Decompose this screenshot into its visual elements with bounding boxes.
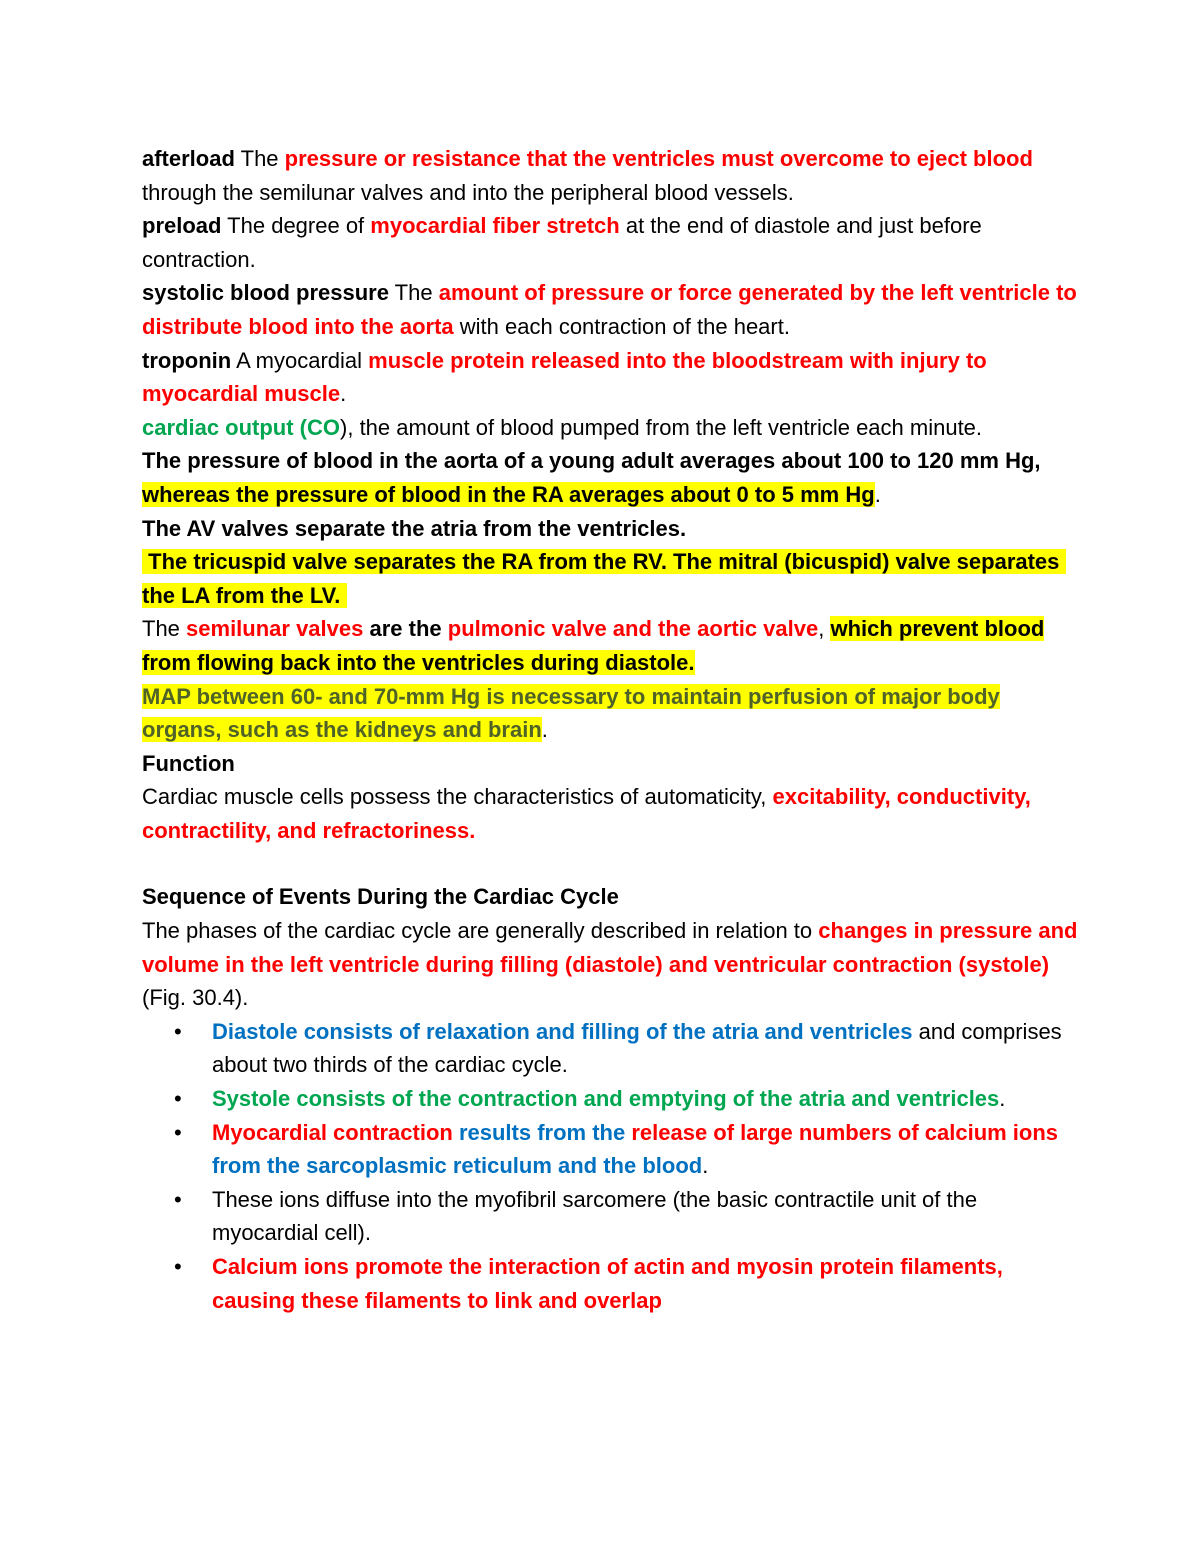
definition-afterload: afterload The pressure or resistance that the ventricles must overcome to eject blood through the semilunar valves and into the peripheral blood vessels. bbox=[142, 146, 1033, 205]
paragraph-function: Cardiac muscle cells possess the characteristics of automaticity, excitability, conductivity, contractility, and refractoriness. bbox=[142, 784, 1031, 843]
paragraph-tricuspid-mitral: The tricuspid valve separates the RA from the RV. The mitral (bicuspid) valve separates the LA from the LV. bbox=[142, 549, 1066, 608]
list-item: • Diastole consists of relaxation and filling of the atria and ventricles and comprises about two thirds of the cardiac cycle. bbox=[212, 1015, 1080, 1082]
definition-preload: preload The degree of myocardial fiber stretch at the end of diastole and just before contraction. bbox=[142, 213, 982, 272]
list-item: • These ions diffuse into the myofibril sarcomere (the basic contractile unit of the myocardial cell). bbox=[212, 1183, 1080, 1250]
list-item: • Calcium ions promote the interaction of actin and myosin protein filaments, causing these filaments to link and overlap bbox=[212, 1250, 1080, 1317]
paragraph-aortic-pressure: The pressure of blood in the aorta of a young adult averages about 100 to 120 mm Hg, whereas the pressure of blood in the RA averages about 0 to 5 mm Hg. bbox=[142, 448, 1041, 507]
term-cardiac-output: cardiac output (CO bbox=[142, 414, 341, 440]
term-systolic-blood-pressure: systolic blood pressure bbox=[142, 280, 389, 306]
bullet-list bbox=[142, 1015, 1080, 1317]
paragraph-cardiac-cycle: The phases of the cardiac cycle are generally described in relation to changes in pressure and volume in the left ventricle during filling (diastole) and ventricular contraction (systole) (Fig. 30.4). bbox=[142, 918, 1078, 1011]
term-afterload: afterload bbox=[142, 146, 235, 171]
list-item: • Systole consists of the contraction and emptying of the atria and ventricles. bbox=[212, 1082, 1080, 1116]
definition-troponin: troponin A myocardial muscle protein released into the bloodstream with injury to myocardial muscle. bbox=[142, 347, 987, 407]
list-item: • Myocardial contraction results from the release of large numbers of calcium ions from the sarcoplasmic reticulum and the blood. bbox=[212, 1116, 1080, 1183]
definition-systolic-blood-pressure: systolic blood pressure The amount of pressure or force generated by the left ventricle to distribute blood into the aorta with each contraction of the heart. bbox=[142, 280, 1077, 339]
blank-line bbox=[142, 847, 1080, 880]
definition-cardiac-output: cardiac output (CO), the amount of blood pumped from the left ventricle each minute. bbox=[142, 414, 983, 440]
bullet-icon: • bbox=[174, 1186, 182, 1212]
paragraph-map: MAP between 60- and 70-mm Hg is necessary to maintain perfusion of major body organs, such as the kidneys and brain. bbox=[142, 683, 1000, 743]
term-preload: preload bbox=[142, 213, 222, 239]
heading-function: Function bbox=[142, 750, 235, 776]
bullet-icon: • bbox=[174, 1086, 182, 1112]
bullet-icon: • bbox=[174, 1254, 182, 1279]
bullet-icon: • bbox=[174, 1119, 182, 1145]
term-troponin: troponin bbox=[142, 347, 232, 373]
bullet-icon: • bbox=[174, 1018, 182, 1044]
paragraph-av-valves: The AV valves separate the atria from the ventricles. bbox=[142, 515, 687, 541]
paragraph-semilunar-valves: The semilunar valves are the pulmonic valve and the aortic valve, which prevent blood from flowing back into the ventricles during diastole. bbox=[142, 616, 1045, 675]
heading-cardiac-cycle: Sequence of Events During the Cardiac Cycle bbox=[142, 884, 619, 910]
